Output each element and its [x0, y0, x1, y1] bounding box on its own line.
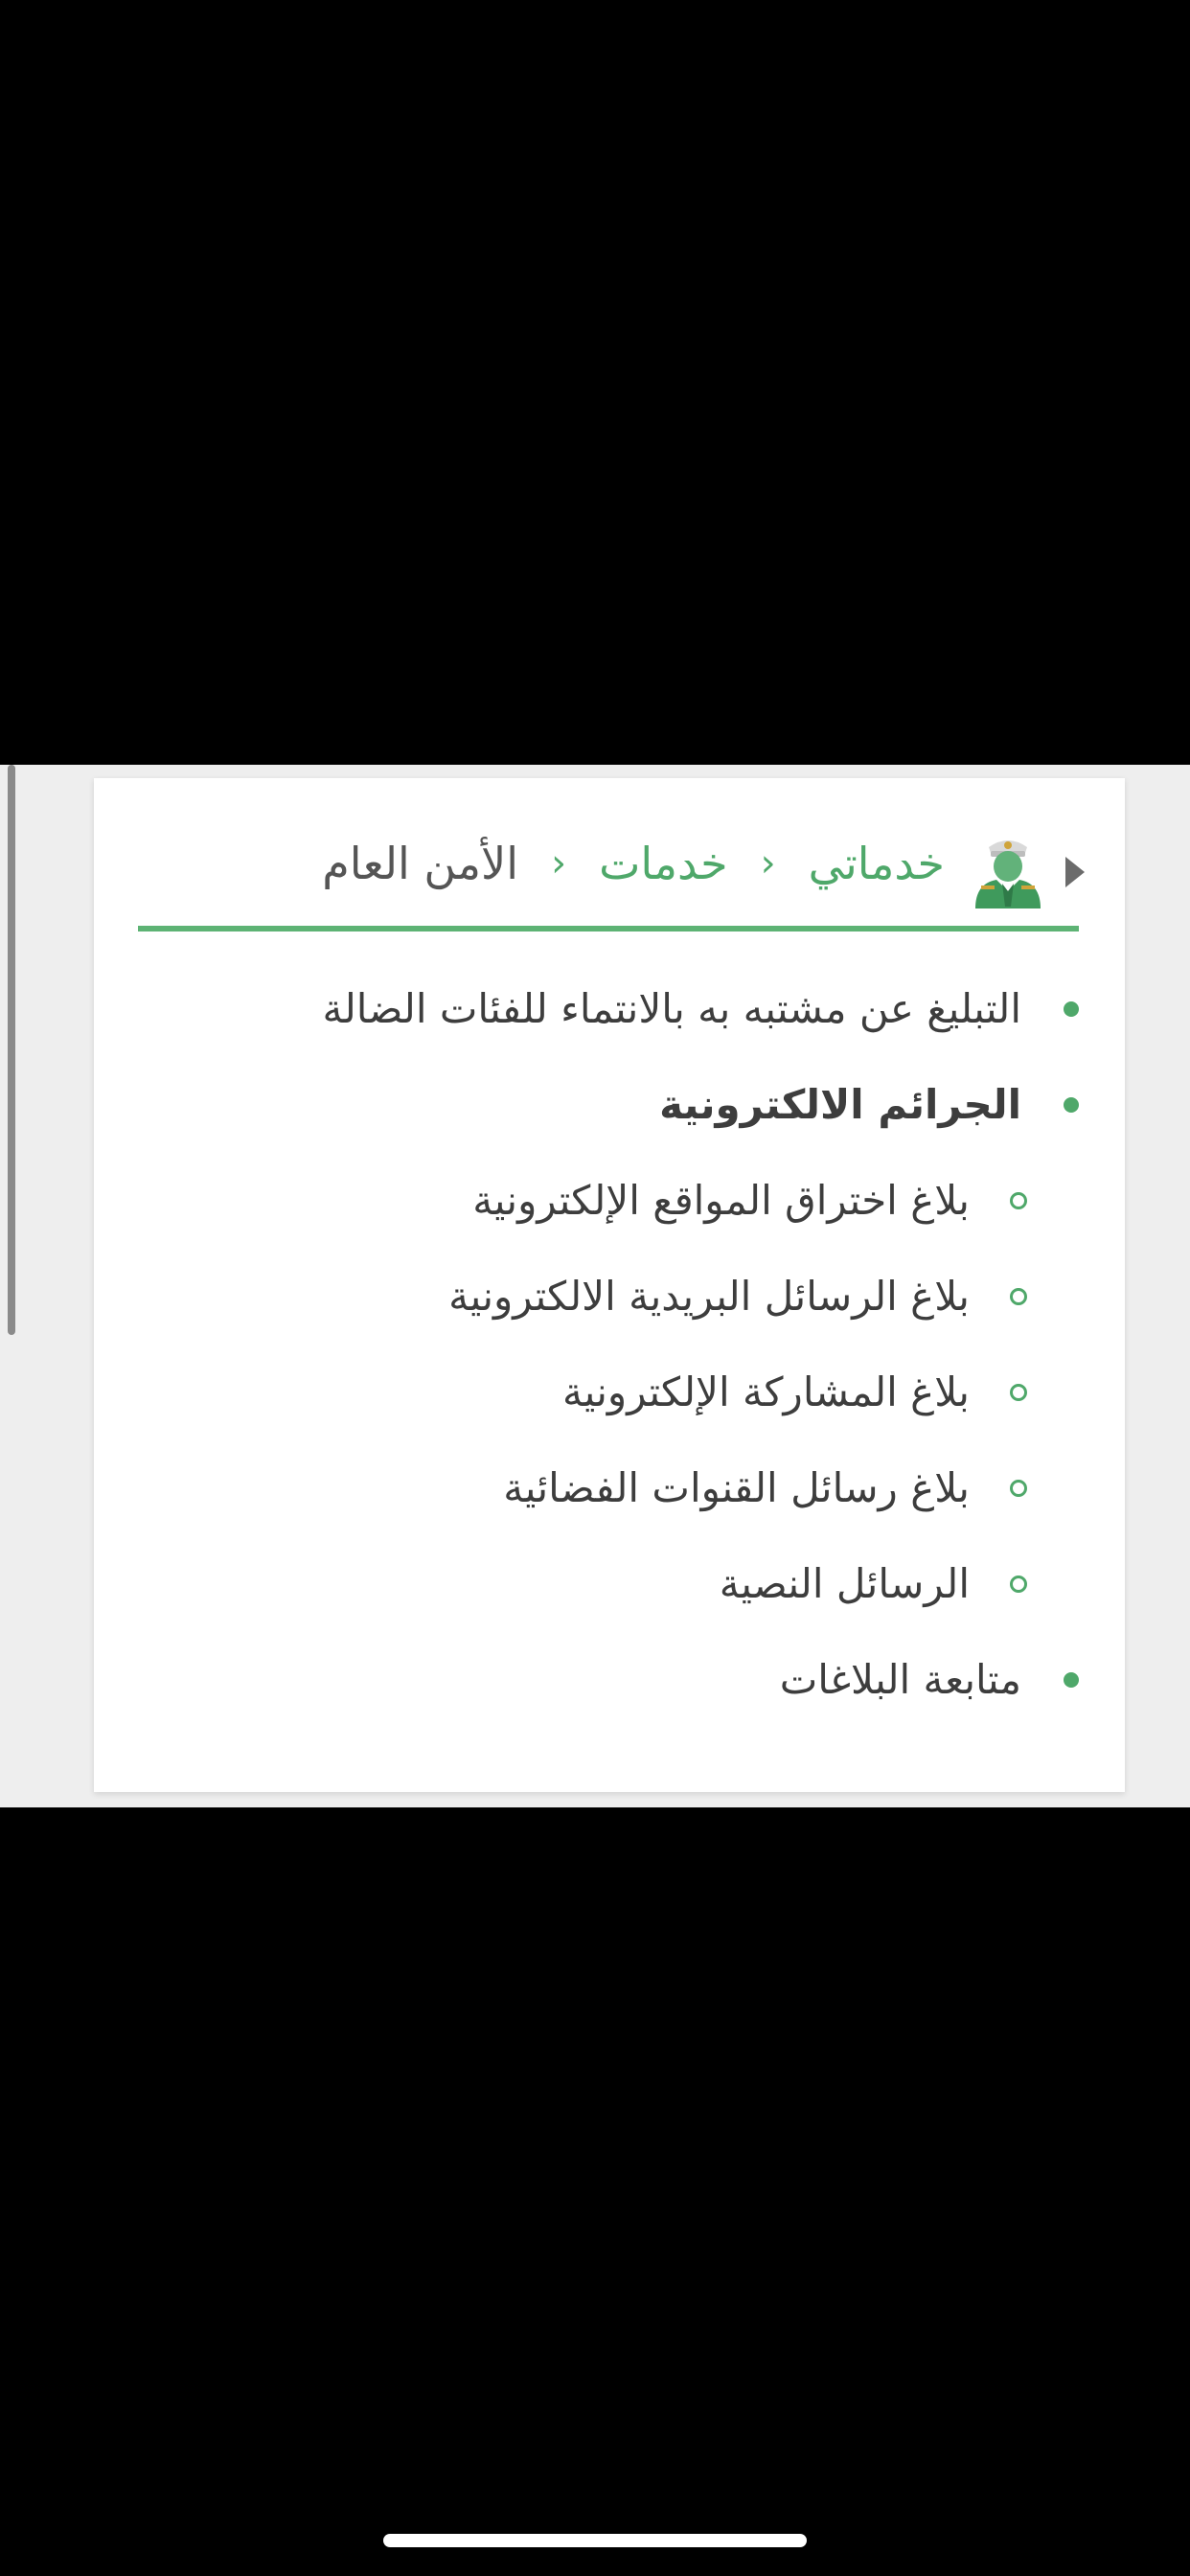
chevron-left-icon: ‹	[551, 841, 567, 886]
menu-item-label: بلاغ المشاركة الإلكترونية	[562, 1368, 970, 1415]
menu-item-label: الرسائل النصية	[719, 1559, 970, 1607]
breadcrumb	[322, 830, 945, 897]
bullet-ring-icon	[1010, 1192, 1027, 1209]
breadcrumb-public-security: الأمن العام	[322, 838, 519, 889]
bullet-ring-icon	[1010, 1384, 1027, 1401]
bullet-ring-icon	[1010, 1576, 1027, 1593]
menu-item-label: بلاغ الرسائل البريدية الالكترونية	[448, 1272, 970, 1320]
menu-subitem-website-hacking[interactable]	[138, 1152, 1079, 1248]
menu-item-report-suspect[interactable]	[138, 960, 1079, 1056]
bullet-dot-icon	[1064, 1672, 1079, 1688]
menu-subitem-satellite-messages[interactable]	[138, 1439, 1079, 1535]
menu-subitem-email-messages[interactable]	[138, 1248, 1079, 1344]
breadcrumb-services[interactable]: خدمات	[599, 838, 728, 889]
officer-avatar-icon	[970, 830, 1046, 908]
services-menu	[138, 960, 1079, 1727]
menu-subitem-electronic-sharing[interactable]	[138, 1344, 1079, 1439]
bullet-ring-icon	[1010, 1480, 1027, 1497]
menu-item-label: التبليغ عن مشتبه به بالانتماء للفئات الضالة	[322, 984, 1021, 1032]
services-card	[94, 778, 1125, 1792]
menu-item-cyber-crimes[interactable]	[138, 1056, 1079, 1152]
menu-item-label: الجرائم الالكترونية	[659, 1080, 1021, 1128]
bullet-ring-icon	[1010, 1288, 1027, 1305]
scrollbar[interactable]	[8, 765, 15, 1335]
menu-item-track-reports[interactable]	[138, 1631, 1079, 1727]
menu-item-label: بلاغ اختراق المواقع الإلكترونية	[472, 1176, 970, 1224]
bullet-dot-icon	[1064, 1097, 1079, 1113]
breadcrumb-my-services[interactable]: خدماتي	[808, 838, 945, 889]
triangle-expand-icon[interactable]	[1065, 857, 1085, 887]
menu-subitem-text-messages[interactable]	[138, 1535, 1079, 1631]
menu-item-label: بلاغ رسائل القنوات الفضائية	[503, 1463, 970, 1511]
menu-item-label: متابعة البلاغات	[779, 1655, 1021, 1703]
bullet-dot-icon	[1064, 1001, 1079, 1017]
chevron-left-icon: ‹	[760, 841, 776, 886]
header-divider	[138, 926, 1079, 932]
home-indicator[interactable]	[383, 2534, 807, 2547]
card-header	[138, 813, 1079, 908]
